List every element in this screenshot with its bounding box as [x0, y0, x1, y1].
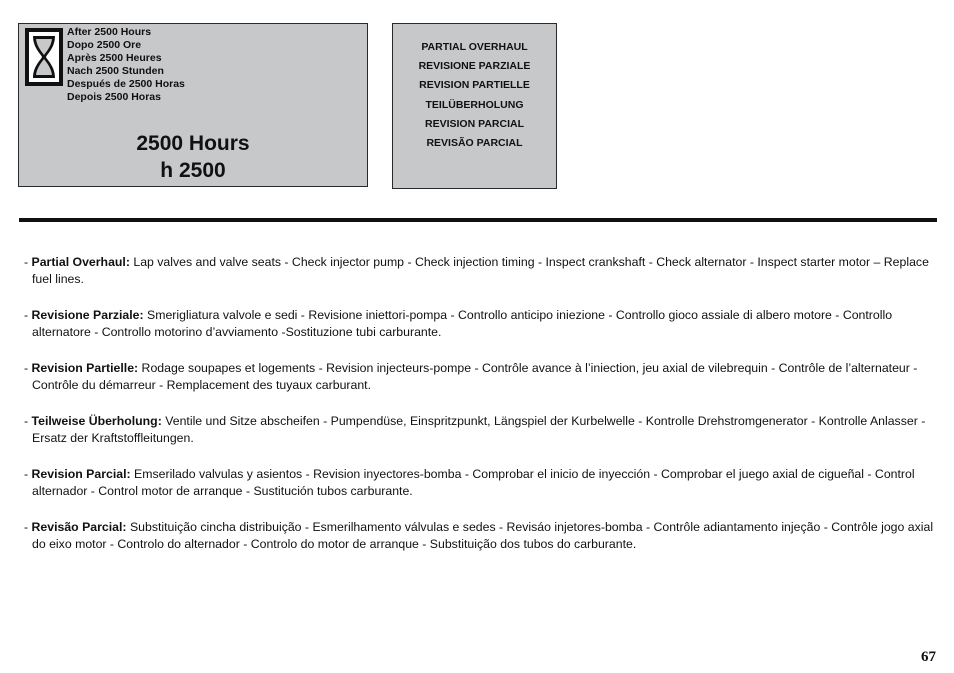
entry-text: Rodage soupapes et logements - Revision injecteurs-pompe - Contrôle avance à l’iniection, jeu axial de vilebrequin - Contrôle de l’alternateur - Contrôle du démarreur - Remplacement des tuyaux carburant. — [32, 361, 918, 392]
overhaul-title-item: REVISÃO PARCIAL — [426, 137, 523, 150]
overhaul-title-item: REVISION PARTIELLE — [419, 79, 530, 92]
entry-text: Smerigliatura valvole e sedi - Revisione iniettori-pompa - Controllo anticipo iniezione - Controllo gioco assiale di albero motore - Controllo alternatore - Controllo motorino d’avviamento -Sostituzione tubi carburante. — [32, 308, 893, 339]
page-number: 67 — [921, 649, 936, 665]
hourglass-icon — [25, 28, 63, 86]
after-hours-item: Después de 2500 Horas — [67, 78, 185, 90]
overhaul-title-item: PARTIAL OVERHAUL — [421, 41, 528, 53]
after-hours-list — [67, 26, 185, 104]
interval-title-line2: h 2500 — [160, 159, 226, 182]
entry-revision-partielle — [24, 360, 936, 393]
interval-title-line1: 2500 Hours — [136, 132, 250, 155]
entry-label: Revisão Parcial: — [31, 520, 127, 534]
after-hours-item: Dopo 2500 Ore — [67, 39, 142, 51]
section-divider — [19, 218, 937, 222]
entry-label: Revision Parcial: — [31, 467, 131, 481]
entry-prefix: - — [24, 308, 32, 322]
after-hours-item: Nach 2500 Stunden — [67, 65, 164, 77]
entry-text: Ventile und Sitze abscheifen - Pumpendüse, Einspritzpunkt, Längspiel der Kurbelwelle - Kontrolle Drehstromgenerator - Kontrolle Anlasser - Ersatz der Kraftstoffleitungen. — [32, 414, 926, 445]
entry-prefix: - — [24, 520, 32, 534]
entry-prefix: - — [24, 414, 32, 428]
entry-prefix: - — [24, 361, 32, 375]
entry-revision-parcial — [24, 466, 936, 499]
overhaul-entries — [24, 254, 936, 572]
interval-title — [19, 130, 367, 184]
after-hours-item: Après 2500 Heures — [67, 52, 162, 64]
interval-box — [18, 23, 368, 187]
overhaul-title-item: TEILÜBERHOLUNG — [425, 98, 524, 111]
after-hours-item: After 2500 Hours — [67, 26, 152, 38]
entry-prefix: - — [24, 467, 32, 481]
overhaul-titles-list — [393, 24, 556, 153]
entry-revisione-parziale — [24, 307, 936, 340]
overhaul-title-item: REVISION PARCIAL — [425, 117, 524, 130]
entry-text: Emserilado valvulas y asientos - Revision inyectores-bomba - Comprobar el inicio de inyección - Comprobar el juego axial de cigueñal - Control alternador - Control motor de arranque - Sustitución tubos carburante. — [32, 467, 915, 498]
overhaul-title-item: REVISIONE PARZIALE — [418, 60, 531, 73]
entry-label: Revisione Parziale: — [31, 308, 144, 322]
entry-label: Teilweise Überholung: — [31, 414, 162, 428]
entry-label: Partial Overhaul: — [31, 255, 130, 269]
entry-revisao-parcial — [24, 519, 936, 552]
entry-text: Lap valves and valve seats - Check injector pump - Check injection timing - Inspect crankshaft - Check alternator - Inspect starter motor – Replace fuel lines. — [32, 255, 929, 286]
entry-partial-overhaul — [24, 254, 936, 287]
entry-teilweise-ueberholung — [24, 413, 936, 446]
entry-prefix: - — [24, 255, 32, 269]
entry-label: Revision Partielle: — [31, 361, 139, 375]
overhaul-titles-box — [392, 23, 557, 189]
after-hours-item: Depois 2500 Horas — [67, 91, 161, 103]
entry-text: Substituição cincha distribuição - Esmerilhamento válvulas e sedes - Revisáo injetores-bomba - Contrôle adiantamento injeção - Contrôle jogo axial do eixo motor - Controlo do alternador - Controlo do motor de arranque - Substituição dos tubos do carburante. — [32, 520, 934, 551]
